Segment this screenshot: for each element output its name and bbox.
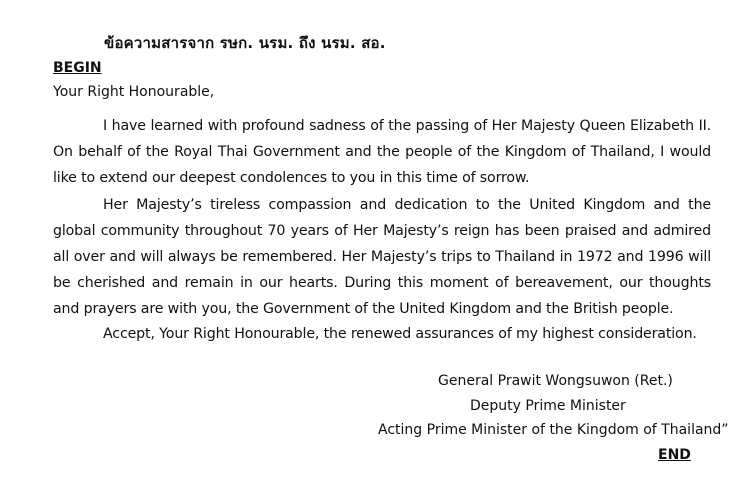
signature-title: Deputy Prime Minister (470, 398, 626, 414)
body-paragraph-closing: Accept, Your Right Honourable, the renewed assurances of my highest consideration. (103, 326, 697, 342)
signature-role: Acting Prime Minister of the Kingdom of Thailand” (378, 422, 729, 438)
body-paragraph-tribute: Her Majesty’s tireless compassion and dedication to the United Kingdom and the global community throughout 70 years of Her Majesty’s reign has been praised and admired all over and will always be remembered. Her Majesty’s trips to Thailand in 1972 and 1996 will be cherished and remain in our hearts. During this moment of bereavement, our thoughts and prayers are with you, the Government of the United Kingdom and the British people. (53, 197, 711, 317)
salutation: Your Right Honourable, (53, 84, 215, 100)
body-paragraph-condolence: I have learned with profound sadness of the passing of Her Majesty Queen Elizabeth II. On behalf of the Royal Thai Government and the people of the Kingdom of Thailand, I would like to extend our deepest condolences to you in this time of sorrow. (53, 118, 711, 186)
signature-name: General Prawit Wongsuwon (Ret.) (438, 373, 673, 389)
end-marker: END (658, 447, 691, 463)
begin-marker: BEGIN (53, 60, 102, 76)
document-heading: ข้อความสารจาก รษก. นรม. ถึง นรม. สอ. (104, 34, 386, 52)
